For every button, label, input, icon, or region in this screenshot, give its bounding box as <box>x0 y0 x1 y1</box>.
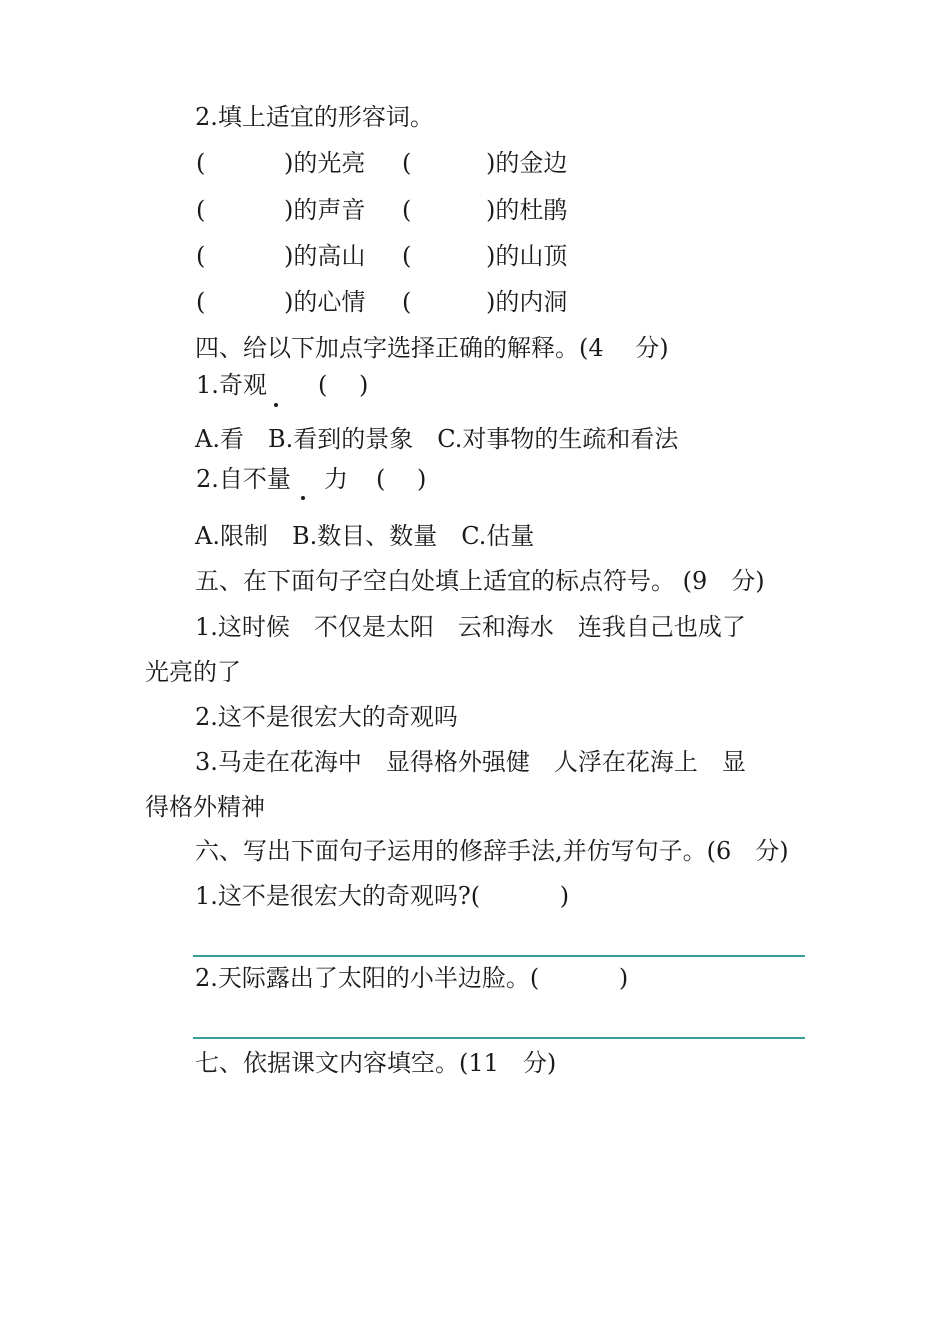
sec5-q2: 2.这不是很宏大的奇观吗 <box>195 703 458 731</box>
blank-open: ( <box>196 242 206 270</box>
section-5-title: 五、在下面句子空白处填上适宜的标点符号。 (9 分) <box>195 567 765 595</box>
sec5-q3-line1: 3.马走在花海中 显得格外强健 人浮在花海上 显 <box>195 748 746 776</box>
answer-paren: ( ) <box>376 465 427 493</box>
sec3-q2-title: 2.填上适宜的形容词。 <box>195 103 434 131</box>
section-4-title: 四、给以下加点字选择正确的解释。(4 分) <box>195 334 669 362</box>
blank-open: ( <box>402 288 412 316</box>
emphasis-dot <box>274 403 278 407</box>
sec4-q1-options: A.看 B.看到的景象 C.对事物的生疏和看法 <box>195 425 679 453</box>
blank-phrase: )的光亮 <box>284 149 366 177</box>
blank-phrase: )的杜鹃 <box>486 196 568 224</box>
question-stem: 2.自不量 <box>196 465 291 493</box>
blank-open: ( <box>402 149 412 177</box>
blank-phrase: )的心情 <box>284 288 366 316</box>
blank-open: ( <box>402 242 412 270</box>
blank-phrase: )的金边 <box>486 149 568 177</box>
sec6-q1: 1.这不是很宏大的奇观吗?( ) <box>195 882 570 910</box>
blank-open: ( <box>196 288 206 316</box>
sec5-q1-line2: 光亮的了 <box>145 658 241 686</box>
answer-line[interactable] <box>193 955 805 957</box>
sec6-q2: 2.天际露出了太阳的小半边脸。( ) <box>195 964 629 992</box>
sec5-q1-line1: 1.这时候 不仅是太阳 云和海水 连我自己也成了 <box>195 613 746 641</box>
answer-paren: ( ) <box>318 371 369 399</box>
blank-phrase: )的山顶 <box>486 242 568 270</box>
question-stem-char: 力 <box>324 465 348 493</box>
sec4-q2-options: A.限制 B.数目、数量 C.估量 <box>195 522 535 550</box>
blank-phrase: )的声音 <box>284 196 366 224</box>
blank-phrase: )的高山 <box>284 242 366 270</box>
blank-open: ( <box>196 196 206 224</box>
sec5-q3-line2: 得格外精神 <box>145 793 265 821</box>
question-stem: 1.奇观 <box>196 371 267 399</box>
blank-phrase: )的内洞 <box>486 288 568 316</box>
answer-line[interactable] <box>193 1037 805 1039</box>
blank-open: ( <box>196 149 206 177</box>
section-6-title: 六、写出下面句子运用的修辞手法,并仿写句子。(6 分) <box>195 837 789 865</box>
blank-open: ( <box>402 196 412 224</box>
section-7-title: 七、依据课文内容填空。(11 分) <box>195 1049 557 1077</box>
emphasis-dot <box>301 496 305 500</box>
